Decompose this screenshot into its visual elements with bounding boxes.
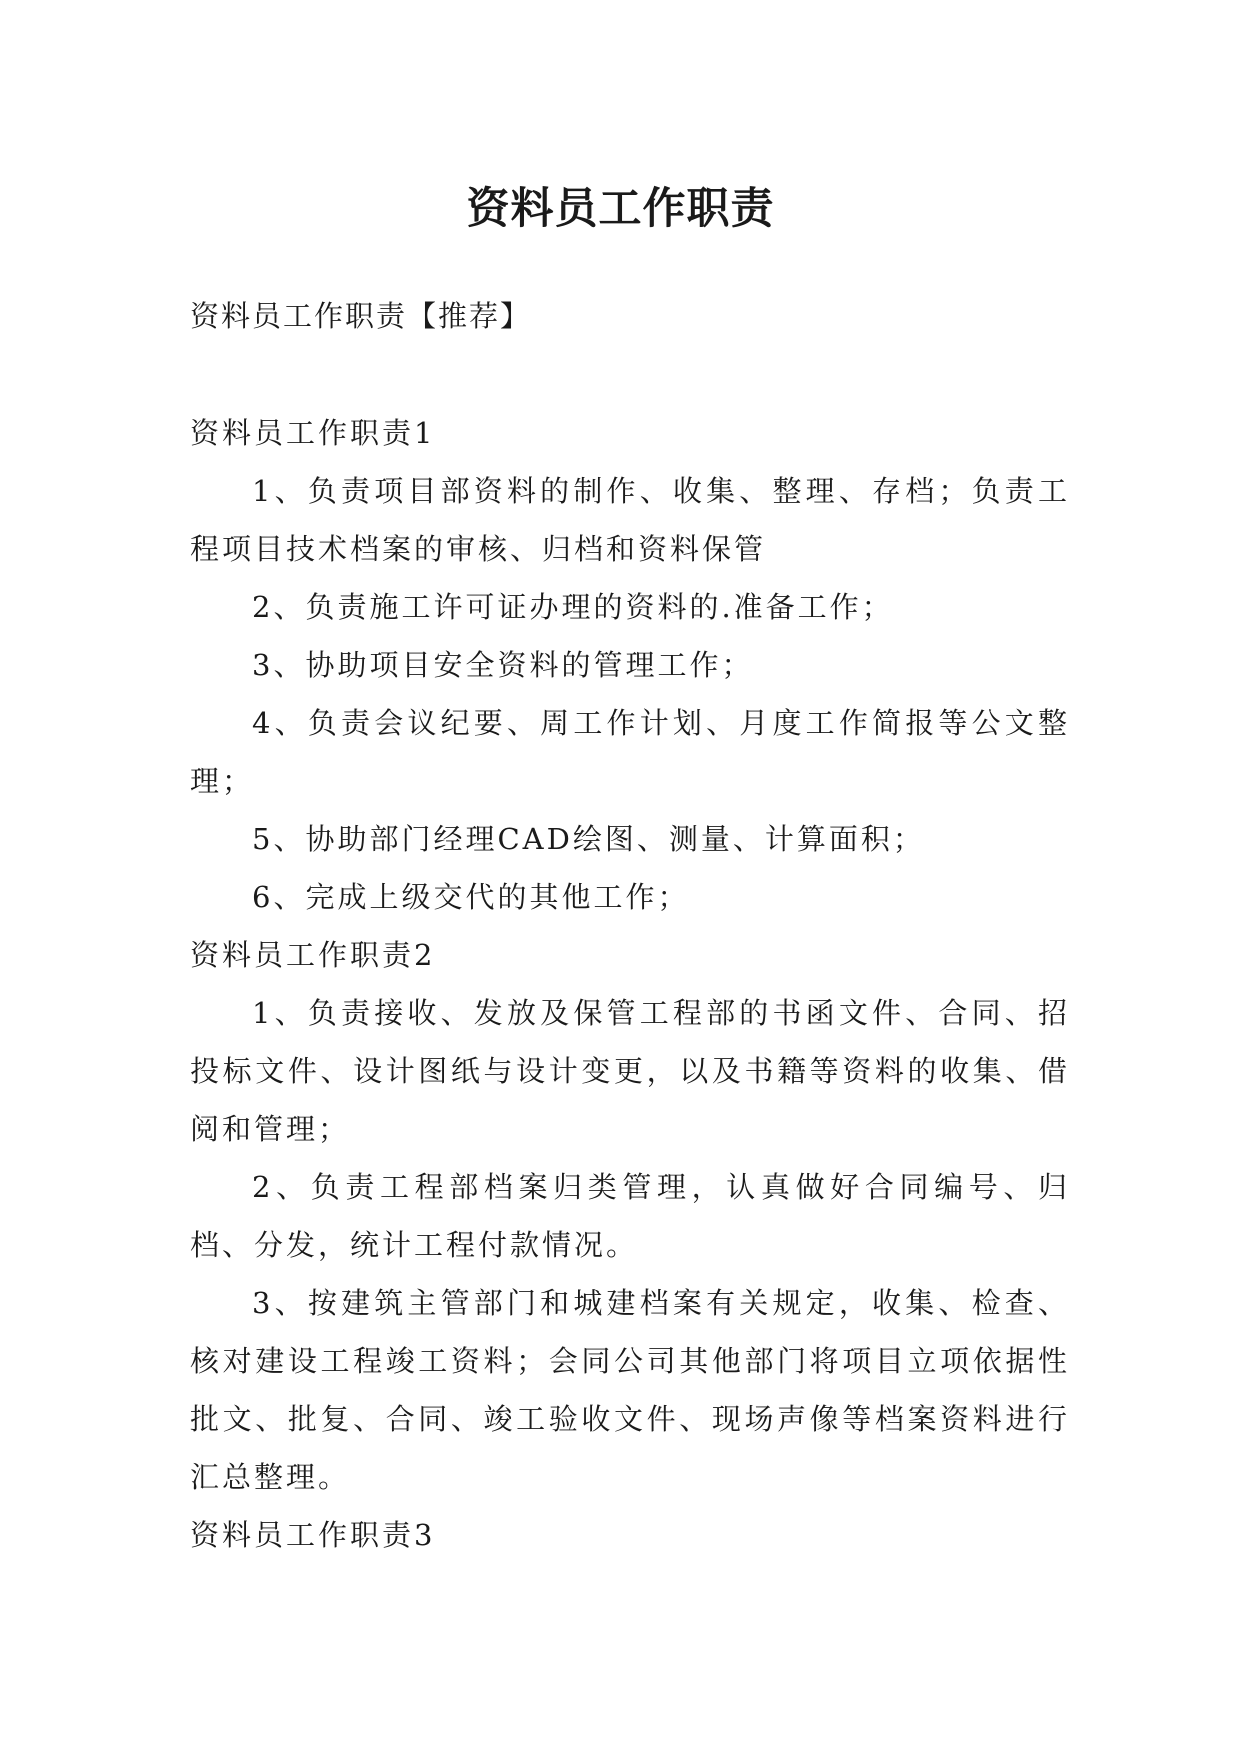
list-item: 3、协助项目安全资料的管理工作；: [252, 648, 754, 682]
section-heading: 资料员工作职责3: [190, 1518, 436, 1552]
list-item: 1、负责接收、发放及保管工程部的书函文件、合同、招投标文件、设计图纸与设计变更，以及书籍等资料的收集、借阅和管理；: [190, 996, 1070, 1146]
list-item: 2、负责工程部档案归类管理，认真做好合同编号、归档、分发，统计工程付款情况。: [190, 1170, 1070, 1262]
list-item: 5、协助部门经理CAD绘图、测量、计算面积；: [252, 822, 925, 856]
section-heading: 资料员工作职责1: [190, 416, 436, 450]
document-title: 资料员工作职责: [466, 183, 775, 234]
list-item: 1、负责项目部资料的制作、收集、整理、存档；负责工程项目技术档案的审核、归档和资料保管: [190, 474, 1070, 566]
list-item: 3、按建筑主管部门和城建档案有关规定，收集、检查、核对建设工程竣工资料；会同公司其他部门将项目立项依据性批文、批复、合同、竣工验收文件、现场声像等档案资料进行汇总整理。: [190, 1286, 1070, 1494]
list-item: 6、完成上级交代的其他工作；: [252, 880, 690, 914]
document-subtitle: 资料员工作职责【推荐】: [190, 299, 532, 333]
list-item: 2、负责施工许可证办理的资料的.准备工作；: [252, 590, 894, 624]
section-heading: 资料员工作职责2: [190, 938, 436, 972]
document-body: [190, 404, 1070, 1564]
list-item: 4、负责会议纪要、周工作计划、月度工作简报等公文整理；: [190, 706, 1070, 798]
